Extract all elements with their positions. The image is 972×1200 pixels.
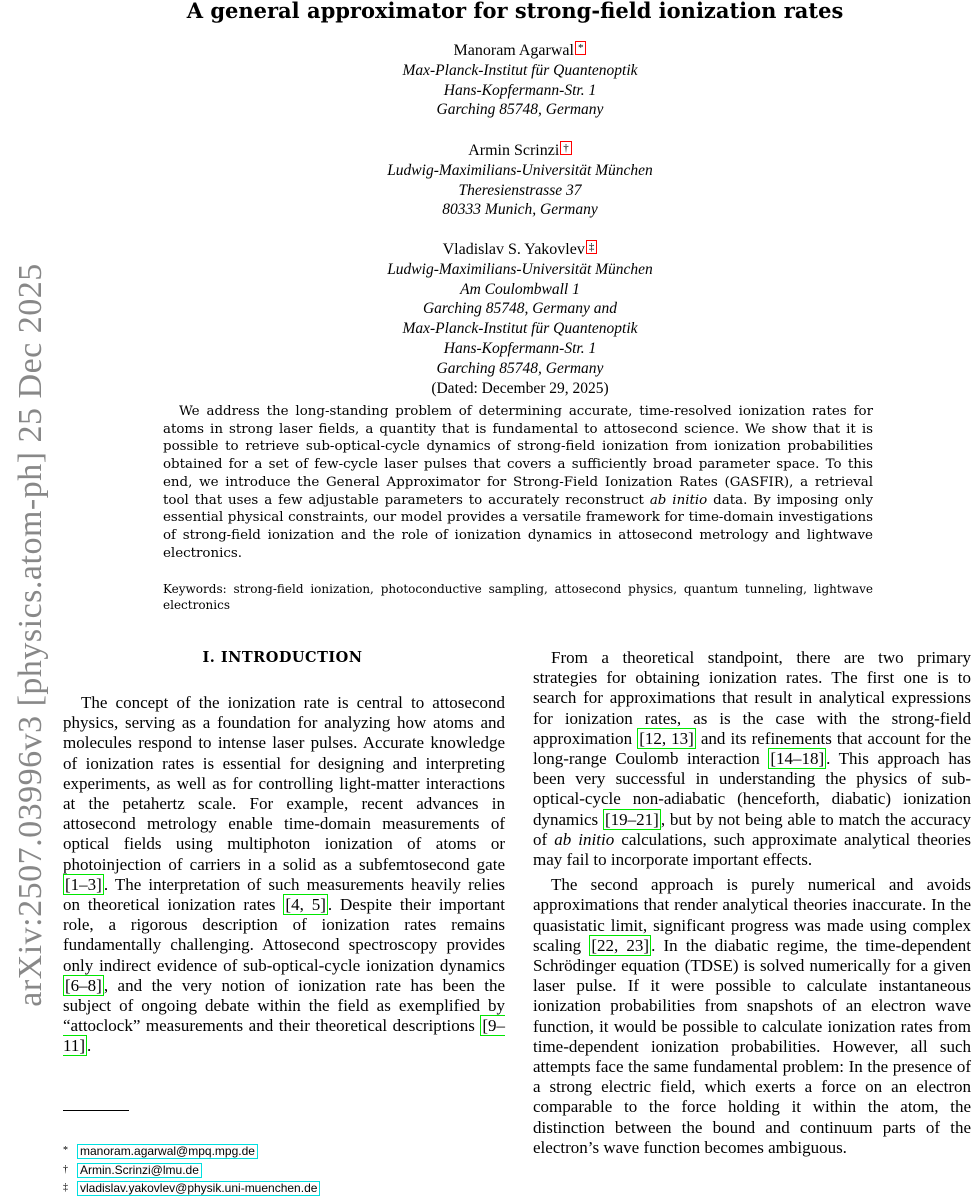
paragraph: From a theoretical standpoint, there are two primary strategies for obtaining ionization rates. The first one is to search for approximations that result in analytical expressions for ionization rates, as is the case with the strong-field approximation [12, 13] and its refinements that account for the long-range Coulomb interaction [14–18] . This approach has been very successful in understanding the physics of sub-optical-cycle non-adiabatic (henceforth, diabatic) ionization dynamics [19–21] , but by not being able to match the accuracy of ab initio calculations, such approximate analytical theories may fail to incorporate important effects. — [533, 648, 971, 870]
affiliation-line: Garching 85748, Germany — [436, 101, 604, 119]
affiliation-line: 80333 Munich, Germany — [442, 201, 598, 219]
citation-link[interactable]: [6–8] — [65, 975, 102, 995]
citation-link[interactable]: [4, 5] — [285, 895, 326, 915]
footnote-link[interactable]: ‡ — [586, 240, 598, 254]
citation-link[interactable]: [1–3] — [65, 874, 102, 894]
citation-link[interactable]: [19–21] — [604, 809, 659, 829]
abstract: We address the long-standing problem of determining accurate, time-resolved ionization rates for atoms in strong laser fields, a quantity that is fundamental to attosecond science. We show that it is possible to retrieve sub-optical-cycle dynamics of strong-field ionization from ionization probabilities obtained for a set of few-cycle laser pulses that covers a sufficiently broad parameter space. To this end, we introduce the General Approximator for Strong-Field Ionization Rates (GASFIR), a retrieval tool that uses a few adjustable parameters to accurately reconstruct ab initio data. By imposing only essential physical constraints, our model provides a versatile framework for time-domain investigations of strong-field ionization and the role of ionization dynamics in attosecond metrology and lightwave electronics. — [163, 404, 874, 561]
affiliation-line: Max-Planck-Institut für Quantenoptik — [402, 61, 638, 79]
author-name: Vladislav S. Yakovlev — [442, 241, 585, 258]
paper-title: A general approximator for strong-field ionization rates — [186, 0, 844, 23]
footnote-link[interactable]: * — [575, 41, 587, 55]
author-name: Armin Scrinzi — [468, 142, 560, 159]
affiliation-line: Ludwig-Maximilians-Universität München — [387, 161, 653, 179]
keywords: Keywords: strong-field ionization, photoconductive sampling, attosecond physics, quantum tunneling, lightwave electronics — [163, 582, 873, 612]
footnote-item — [63, 1161, 503, 1180]
footnotes — [63, 1142, 503, 1198]
citation-link[interactable]: [22, 23] — [591, 935, 650, 955]
affiliation-line: Hans-Kopfermann-Str. 1 — [443, 339, 597, 357]
email-link[interactable]: vladislav.yakovlev@physik.uni-muenchen.de — [77, 1181, 320, 1196]
citation-link[interactable]: [9–11] — [63, 1016, 505, 1056]
affiliation-line: Garching 85748, Germany — [436, 359, 604, 377]
footnote-mark: ‡ — [63, 1182, 68, 1193]
footnote-link[interactable]: † — [560, 141, 572, 155]
author-block-1 — [200, 41, 840, 120]
right-column — [533, 648, 971, 1158]
footnote-rule — [63, 1110, 129, 1111]
affiliation-line: Am Coulombwall 1 — [460, 280, 580, 298]
footnote-item — [63, 1142, 503, 1161]
author-block-3 — [200, 240, 840, 398]
email-link[interactable]: Armin.Scrinzi@lmu.de — [77, 1163, 202, 1178]
paragraph: The concept of the ionization rate is central to attosecond physics, serving as a foundation for analyzing how atoms and molecules respond to intense laser pulses. Accurate knowledge of ionization rates is essential for designing and interpreting experiments, as well as for controlling light-matter interactions at the petahertz scale. For example, recent advances in attosecond metrology enable time-domain measurements of optical fields using multiphoton ionization of atoms or photoinjection of carriers in a solid as a subfemtosecond gate [1–3] . The interpretation of such measurements heavily relies on theoretical ionization rates [4, 5] . Despite their important role, a rigorous description of ionization rates remains fundamentally challenging. Attosecond spectroscopy provides only indirect evidence of sub-optical-cycle ionization dynamics [6–8] , and the very notion of ionization rate has been the subject of ongoing debate within the field as exemplified by “attoclock” measurements and their theoretical descriptions [9–11] . — [63, 693, 505, 1056]
paragraph: The second approach is purely numerical and avoids approximations that render analytical theories inaccurate. In the quasistatic limit, significant progress was made using complex scaling [22, 23] . In the diabatic regime, the time-dependent Schrödinger equation (TDSE) is solved numerically for a given laser pulse. If it were possible to calculate instantaneous ionization probabilities from snapshots of an electron wave function, it would be possible to calculate ionization rates from time-dependent ionization probabilities. However, all such attempts face the same fundamental problem: In the presence of a strong electric field, which exerts a force on an electron comparable to the force holding it within the atom, the distinction between the bound and continuum parts of the electron’s wave function becomes ambiguous. — [533, 875, 972, 1157]
footnote-mark: † — [63, 1163, 68, 1175]
arxiv-identifier-stamp: arXiv:2507.03996v3 [physics.atom-ph] 25 Dec 2025 — [12, 263, 49, 1007]
section-heading-introduction: I. INTRODUCTION — [202, 649, 363, 666]
emphasis-ab-initio: ab initio — [649, 492, 708, 508]
author-block-2 — [200, 141, 840, 220]
affiliation-line: Hans-Kopfermann-Str. 1 — [443, 81, 597, 99]
dated-line: (Dated: December 29, 2025) — [431, 379, 609, 397]
affiliation-line: Theresienstrasse 37 — [458, 181, 582, 199]
author-name: Manoram Agarwal — [453, 42, 574, 59]
affiliation-line: Garching 85748, Germany and — [422, 300, 617, 318]
emphasis-ab-initio: ab initio — [554, 829, 615, 849]
citation-link[interactable]: [12, 13] — [639, 728, 694, 748]
affiliation-line: Ludwig-Maximilians-Universität München — [387, 260, 653, 278]
left-column — [63, 693, 505, 1057]
footnote-item — [63, 1179, 503, 1198]
citation-link[interactable]: [14–18] — [770, 749, 825, 769]
footnote-mark: * — [63, 1145, 68, 1156]
affiliation-line: Max-Planck-Institut für Quantenoptik — [402, 320, 638, 338]
email-link[interactable]: manoram.agarwal@mpq.mpg.de — [77, 1144, 258, 1159]
